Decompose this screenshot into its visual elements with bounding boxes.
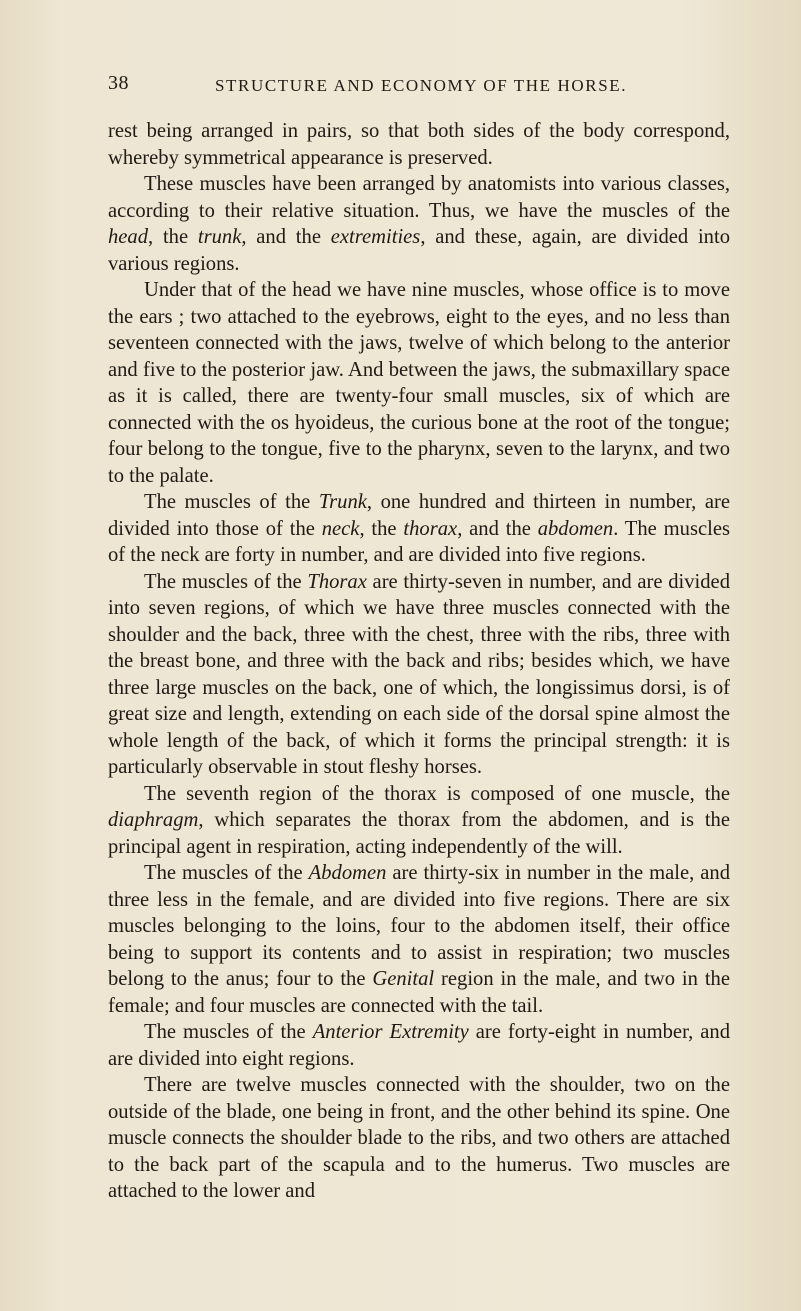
italic-term: head bbox=[108, 226, 149, 248]
italic-term: Abdomen bbox=[308, 862, 387, 884]
text-run: , and these, again, are divided into various regions. bbox=[108, 226, 730, 275]
text-run: , and the bbox=[241, 226, 331, 248]
italic-term: thorax bbox=[403, 517, 458, 540]
text-run: The muscles of the bbox=[144, 570, 308, 593]
paragraph bbox=[108, 171, 730, 277]
paragraph bbox=[108, 118, 730, 171]
text-run: Under that of the head we have nine muscles, whose office is to move the ears ; two attached to the eyebrows, eight to the eyes, and no less than seventeen connected with the jaws, twelve of which belong to the anterior and five to the posterior jaw. And between the jaws, the submaxillary space as it is called, there are twenty-four small muscles, six of which are connected with the os hyoideus, the curious bone at the root of the tongue; four belong to the tongue, five to the pharynx, seven to the larynx, and two to the palate. bbox=[108, 279, 730, 487]
text-run: region in the male, and two in the female; and four muscles are connected with the tail. bbox=[108, 968, 730, 1017]
text-run: There are twelve muscles connected with the shoulder, two on the outside of the blade, one being in front, and the other behind its spine. One muscle connects the shoulder blade to the ribs, and two others are attached to the back part of the scapula and to the humerus. Two muscles are attached to the lower and bbox=[108, 1074, 730, 1202]
text-run: . The muscles of the neck are forty in number, and are divided into five regions. bbox=[108, 517, 730, 566]
text-run: are forty-eight in number, and are divided into eight regions. bbox=[108, 1021, 730, 1070]
paragraph bbox=[108, 569, 730, 781]
paragraph bbox=[108, 489, 730, 569]
paragraph bbox=[108, 1019, 730, 1072]
text-run: , the bbox=[148, 226, 198, 248]
text-run: The seventh region of the thorax is composed of one muscle, the bbox=[144, 782, 730, 805]
page-header bbox=[108, 72, 728, 102]
paragraph bbox=[108, 860, 730, 1019]
text-run: The muscles of the bbox=[144, 1021, 313, 1043]
text-run: are thirty-six in number in the male, and three less in the female, and are divided into five regions. There are six muscles belonging to the loins, four to the abdomen itself, their office being to support its contents and to assist in respiration; two muscles belong to the anus; four to the bbox=[108, 862, 730, 990]
paragraph bbox=[108, 781, 730, 861]
text-run: are thirty-seven in number, and are divided into seven regions, of which we have three muscles connected with the shoulder and the back, three with the chest, three with the ribs, three with the breast bone, and three with the back and ribs; besides which, we have three large muscles on the back, one of which, the longissimus dorsi, is of great size and length, extending on each side of the dorsal spine almost the whole length of the back, of which it forms the principal strength: it is particularly observable in stout fleshy horses. bbox=[108, 570, 730, 778]
italic-term: neck bbox=[321, 517, 360, 540]
italic-term: trunk bbox=[197, 226, 242, 248]
text-run: , one hundred and thirteen in number, are divided into those of the bbox=[108, 491, 730, 540]
italic-term: Anterior Extremity bbox=[312, 1021, 469, 1043]
text-run: , and the bbox=[457, 517, 538, 540]
paragraph bbox=[108, 1072, 730, 1205]
text-run: The muscles of the bbox=[144, 862, 309, 884]
text-run: These muscles have been arranged by anatomists into various classes, according to their relative situation. Thus, we have the muscles of the bbox=[108, 173, 730, 222]
page-number: 38 bbox=[108, 72, 129, 94]
running-head: STRUCTURE AND ECONOMY OF THE HORSE. bbox=[215, 76, 628, 95]
italic-term: diaphragm bbox=[108, 809, 199, 831]
italic-term: abdomen bbox=[537, 517, 614, 540]
text-run: rest being arranged in pairs, so that both sides of the body correspond, whereby symmetrical appearance is preserved. bbox=[108, 120, 730, 169]
italic-term: Genital bbox=[372, 968, 435, 990]
text-run: , which separates the thorax from the abdomen, and is the principal agent in respiration, acting independently of the will. bbox=[108, 809, 730, 858]
text-run: The muscles of the bbox=[144, 491, 319, 513]
text-run: , the bbox=[359, 517, 404, 540]
italic-term: Trunk bbox=[318, 491, 367, 513]
paragraph bbox=[108, 277, 730, 489]
italic-term: Thorax bbox=[307, 570, 367, 593]
italic-term: extremities bbox=[330, 226, 421, 248]
body-text bbox=[108, 118, 730, 1205]
